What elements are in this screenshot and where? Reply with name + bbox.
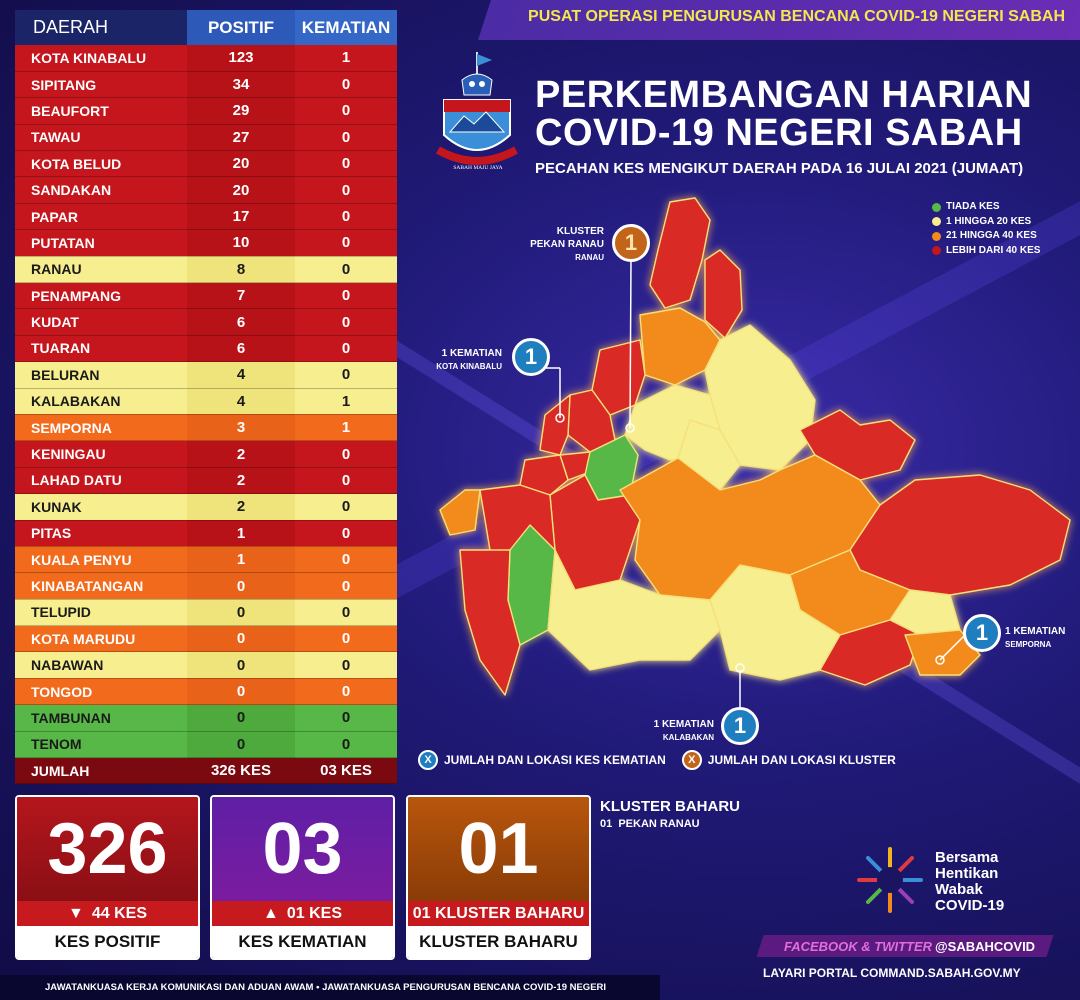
- cell-kematian: 0: [295, 520, 397, 546]
- footer: [0, 975, 660, 1000]
- table-row: [15, 362, 397, 388]
- map-legend: [932, 200, 1040, 258]
- map-legend-cluster: [682, 750, 896, 770]
- cell-positif: 4: [187, 362, 295, 388]
- cell-positif: 6: [187, 335, 295, 361]
- cell-positif: 123: [187, 45, 295, 71]
- cell-kematian: 0: [295, 71, 397, 97]
- cell-kematian: 0: [295, 283, 397, 309]
- district-pitas: [705, 250, 742, 338]
- cell-kematian: 0: [295, 124, 397, 150]
- table-row: [15, 335, 397, 361]
- cell-kematian: 0: [295, 177, 397, 203]
- summary-change-text: 01 KLUSTER BAHARU: [412, 904, 585, 922]
- cell-positif: 10: [187, 230, 295, 256]
- header-kematian: KEMATIAN: [295, 10, 397, 45]
- summary-label: KLUSTER BAHARU: [408, 926, 589, 958]
- death-pin-kalabakan: 1: [721, 707, 759, 745]
- logo-line1: Bersama: [935, 849, 999, 866]
- cell-daerah: KOTA MARUDU: [15, 626, 187, 652]
- cell-kematian: 0: [295, 98, 397, 124]
- cell-daerah: KENINGAU: [15, 441, 187, 467]
- cell-positif: 0: [187, 705, 295, 731]
- table-row: [15, 599, 397, 625]
- social-handle[interactable]: @SABAHCOVID: [935, 939, 1036, 954]
- header-daerah: DAERAH: [15, 10, 187, 45]
- death-marker-icon: X: [418, 750, 438, 770]
- cluster-label-sub: RANAU: [575, 253, 604, 262]
- table-row: [15, 388, 397, 414]
- cell-kematian: 0: [295, 731, 397, 757]
- legend-item: [932, 244, 1040, 259]
- logo-text: [935, 850, 1004, 914]
- cell-positif: 2: [187, 467, 295, 493]
- death-label-line1: 1 KEMATIAN: [653, 719, 714, 730]
- cell-positif: 20: [187, 151, 295, 177]
- cell-positif: 6: [187, 309, 295, 335]
- table-body: [15, 45, 397, 784]
- summary-change-text: 44 KES: [91, 904, 147, 922]
- table-row: [15, 731, 397, 757]
- legend-item: [932, 229, 1040, 244]
- cell-kematian: 0: [295, 256, 397, 282]
- arrow-up-icon: ▲: [263, 904, 279, 922]
- page-title-line1: PERKEMBANGAN HARIAN: [535, 74, 1033, 116]
- cell-daerah: KOTA BELUD: [15, 151, 187, 177]
- cell-kematian: 0: [295, 309, 397, 335]
- death-label-sub: KOTA KINABALU: [436, 362, 502, 371]
- district-kudat: [650, 198, 710, 308]
- legend-label: LEBIH DARI 40 KES: [946, 244, 1041, 256]
- cell-kematian: 0: [295, 599, 397, 625]
- social-platforms: FACEBOOK & TWITTER: [784, 939, 933, 954]
- cluster-pin: 1: [612, 224, 650, 262]
- cell-daerah: TONGOD: [15, 678, 187, 704]
- summary-value: 326: [17, 797, 198, 901]
- cell-positif: 27: [187, 124, 295, 150]
- table-row: [15, 441, 397, 467]
- map-icon-legend: [418, 750, 896, 770]
- table-row: [15, 705, 397, 731]
- table-header-row: [15, 10, 397, 45]
- cell-positif: 7: [187, 283, 295, 309]
- table-row: [15, 151, 397, 177]
- map-legend-death: [418, 750, 666, 770]
- cell-kematian: 0: [295, 626, 397, 652]
- cell-kematian: 1: [295, 414, 397, 440]
- cell-daerah: TELUPID: [15, 599, 187, 625]
- summary-label: KES POSITIF: [17, 926, 198, 958]
- district-table: [15, 10, 397, 784]
- portal-line: [763, 966, 1021, 980]
- summary-deaths: [210, 795, 395, 960]
- logo-line3: Wabak: [935, 881, 983, 898]
- death-label-line1: 1 KEMATIAN: [441, 348, 502, 359]
- cell-kematian: 0: [295, 441, 397, 467]
- summary-change: [17, 901, 198, 926]
- cell-kematian: 0: [295, 467, 397, 493]
- cell-daerah: PAPAR: [15, 203, 187, 229]
- district-kota-kinabalu: [540, 395, 570, 455]
- cell-kematian: 0: [295, 678, 397, 704]
- table-row: [15, 652, 397, 678]
- page-title-line2: COVID-19 NEGERI SABAH: [535, 112, 1023, 154]
- bersama-hentikan-logo-icon: [855, 845, 925, 915]
- death-pin-semporna: 1: [963, 614, 1001, 652]
- cell-daerah: KINABATANGAN: [15, 573, 187, 599]
- cell-daerah: PENAMPANG: [15, 283, 187, 309]
- summary-value: 01: [408, 797, 589, 901]
- table-row: [15, 467, 397, 493]
- table-row: [15, 520, 397, 546]
- death-label-sub: SEMPORNA: [1005, 640, 1052, 649]
- header-positif: POSITIF: [187, 10, 295, 45]
- table-row: [15, 678, 397, 704]
- table-row: [15, 177, 397, 203]
- cell-positif: 1: [187, 546, 295, 572]
- map-legend-death-label: JUMLAH DAN LOKASI KES KEMATIAN: [444, 753, 666, 767]
- table-row: [15, 203, 397, 229]
- crest-motto: SABAH MAJU JAYA: [453, 165, 503, 171]
- cell-daerah: SEMPORNA: [15, 414, 187, 440]
- district-lahad-datu: [850, 475, 1070, 595]
- cell-kematian: 0: [295, 494, 397, 520]
- cell-daerah: BEAUFORT: [15, 98, 187, 124]
- cell-daerah: RANAU: [15, 256, 187, 282]
- cell-positif: 1: [187, 520, 295, 546]
- new-cluster-item: 01 PEKAN RANAU: [600, 818, 700, 830]
- death-label-kalabakan: [630, 718, 714, 744]
- summary-value: 03: [212, 797, 393, 901]
- cell-positif: 2: [187, 441, 295, 467]
- total-positif: 326 KES: [187, 758, 295, 784]
- summary-cluster: [406, 795, 591, 960]
- death-label-line1: 1 KEMATIAN: [1005, 626, 1066, 637]
- cell-daerah: KUALA PENYU: [15, 546, 187, 572]
- legend-swatch-green: [932, 203, 941, 212]
- summary-change: [408, 901, 589, 926]
- cell-daerah: BELURAN: [15, 362, 187, 388]
- cell-daerah: SANDAKAN: [15, 177, 187, 203]
- legend-item: [932, 200, 1040, 215]
- cluster-label-name: PEKAN RANAU: [530, 239, 604, 250]
- table-row: [15, 283, 397, 309]
- table-row: [15, 309, 397, 335]
- summary-positive: [15, 795, 200, 960]
- banner-text: PUSAT OPERASI PENGURUSAN BENCANA COVID-19 NEGERI SABAH: [528, 8, 1065, 25]
- cell-positif: 29: [187, 98, 295, 124]
- cell-kematian: 0: [295, 203, 397, 229]
- legend-item: [932, 215, 1040, 230]
- page-subtitle: PECAHAN KES MENGIKUT DAERAH PADA 16 JULAI 2021 (JUMAAT): [535, 160, 1024, 177]
- table-total-row: [15, 758, 397, 784]
- table-row: [15, 98, 397, 124]
- cell-daerah: PITAS: [15, 520, 187, 546]
- cell-positif: 0: [187, 626, 295, 652]
- summary-label: KES KEMATIAN: [212, 926, 393, 958]
- total-kematian: 03 KES: [295, 758, 397, 784]
- new-cluster-title: KLUSTER BAHARU: [600, 798, 740, 815]
- cell-daerah: KUNAK: [15, 494, 187, 520]
- legend-label: 21 HINGGA 40 KES: [946, 230, 1037, 241]
- cell-kematian: 0: [295, 573, 397, 599]
- death-label-sub: KALABAKAN: [662, 733, 714, 742]
- table-row: [15, 494, 397, 520]
- sabah-crest-icon: [432, 50, 522, 180]
- portal-prefix: LAYARI PORTAL: [763, 966, 858, 980]
- table-row: [15, 626, 397, 652]
- cell-daerah: KUDAT: [15, 309, 187, 335]
- table-row: [15, 573, 397, 599]
- cell-positif: 17: [187, 203, 295, 229]
- cell-positif: 0: [187, 573, 295, 599]
- cell-positif: 4: [187, 388, 295, 414]
- arrow-down-icon: ▼: [68, 904, 84, 922]
- table-row: [15, 546, 397, 572]
- table-row: [15, 124, 397, 150]
- cell-positif: 20: [187, 177, 295, 203]
- cell-daerah: TUARAN: [15, 335, 187, 361]
- cell-positif: 8: [187, 256, 295, 282]
- cell-daerah: PUTATAN: [15, 230, 187, 256]
- cell-daerah: KALABAKAN: [15, 388, 187, 414]
- death-pin-kota-kinabalu: 1: [512, 338, 550, 376]
- cell-kematian: 0: [295, 335, 397, 361]
- summary-change-text: 01 KES: [286, 904, 342, 922]
- district-kuala-penyu: [440, 490, 480, 535]
- legend-label: 1 HINGGA 20 KES: [946, 215, 1032, 227]
- cell-daerah: SIPITANG: [15, 71, 187, 97]
- cell-positif: 34: [187, 71, 295, 97]
- cell-positif: 0: [187, 678, 295, 704]
- cell-daerah: KOTA KINABALU: [15, 45, 187, 71]
- cluster-marker-icon: X: [682, 750, 702, 770]
- table-row: [15, 230, 397, 256]
- map-legend-cluster-label: JUMLAH DAN LOKASI KLUSTER: [707, 753, 896, 767]
- cell-positif: 0: [187, 652, 295, 678]
- cell-daerah: TAMBUNAN: [15, 705, 187, 731]
- cell-positif: 2: [187, 494, 295, 520]
- legend-swatch-red: [932, 246, 941, 255]
- total-label: JUMLAH: [15, 758, 187, 784]
- portal-url[interactable]: COMMAND.SABAH.GOV.MY: [860, 966, 1021, 980]
- cell-daerah: TAWAU: [15, 124, 187, 150]
- death-label-kota-kinabalu: [410, 347, 502, 373]
- legend-swatch-yellow: [932, 217, 941, 226]
- cell-kematian: 0: [295, 546, 397, 572]
- legend-swatch-orange: [932, 232, 941, 241]
- cell-positif: 0: [187, 599, 295, 625]
- cell-positif: 0: [187, 731, 295, 757]
- cluster-label-line1: KLUSTER: [556, 226, 604, 237]
- cell-kematian: 0: [295, 230, 397, 256]
- logo-line2: Hentikan: [935, 865, 999, 882]
- legend-label: TIADA KES: [946, 201, 1000, 212]
- cluster-label: [520, 225, 604, 264]
- cell-daerah: TENOM: [15, 731, 187, 757]
- death-label-semporna: [1005, 625, 1077, 651]
- table-row: [15, 71, 397, 97]
- cell-kematian: 1: [295, 388, 397, 414]
- summary-change: [212, 901, 393, 926]
- table-row: [15, 256, 397, 282]
- cell-kematian: 0: [295, 652, 397, 678]
- logo-line4: COVID-19: [935, 897, 1005, 914]
- cell-daerah: NABAWAN: [15, 652, 187, 678]
- table-row: [15, 45, 397, 71]
- cell-kematian: 1: [295, 45, 397, 71]
- cell-kematian: 0: [295, 362, 397, 388]
- cell-positif: 3: [187, 414, 295, 440]
- cell-kematian: 0: [295, 705, 397, 731]
- table-row: [15, 414, 397, 440]
- footer-text: JAWATANKUASA KERJA KOMUNIKASI DAN ADUAN AWAM • JAWATANKUASA PENGURUSAN BENCANA COVID-19 NEGERI: [45, 982, 607, 993]
- cell-kematian: 0: [295, 151, 397, 177]
- cell-daerah: LAHAD DATU: [15, 467, 187, 493]
